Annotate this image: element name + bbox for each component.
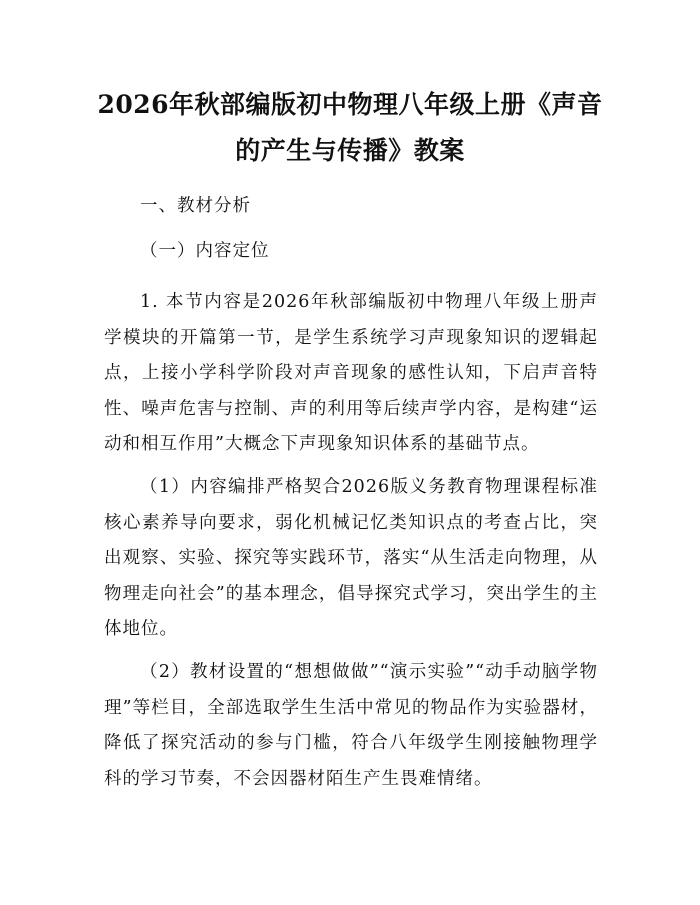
paragraph-content-position: 1. 本节内容是2026年秋部编版初中物理八年级上册声学模块的开篇第一节，是学生系统学习声现象知识的逻辑起点，上接小学科学阶段对声音现象的感性认知，下启声音特性、噪声危害与控制、声的利用等后续声学内容，是构建“运动和相互作用”大概念下声现象知识体系的基础节点。 bbox=[104, 292, 598, 454]
section-heading: 一、教材分析 bbox=[140, 196, 251, 216]
subsection-heading: （一）内容定位 bbox=[140, 241, 270, 261]
document-title: 2026年秋部编版初中物理八年级上册《声音的产生与传播》教案 bbox=[97, 90, 603, 165]
paragraph-curriculum-standard: （1）内容编排严格契合2026版义务教育物理课程标准核心素养导向要求，弱化机械记忆类知识点的考查占比，突出观察、实验、探究等实践环节，落实“从生活走向物理，从物理走向社会”的基本理念，倡导探究式学习，突出学生的主体地位。 bbox=[104, 477, 598, 639]
paragraph-textbook-columns: （2）教材设置的“想想做做”“演示实验”“动手动脑学物理”等栏目，全部选取学生生活中常见的物品作为实验器材，降低了探究活动的参与门槛，符合八年级学生刚接触物理学科的学习节奏，不会因器材陌生产生畏难情绪。 bbox=[104, 662, 598, 789]
